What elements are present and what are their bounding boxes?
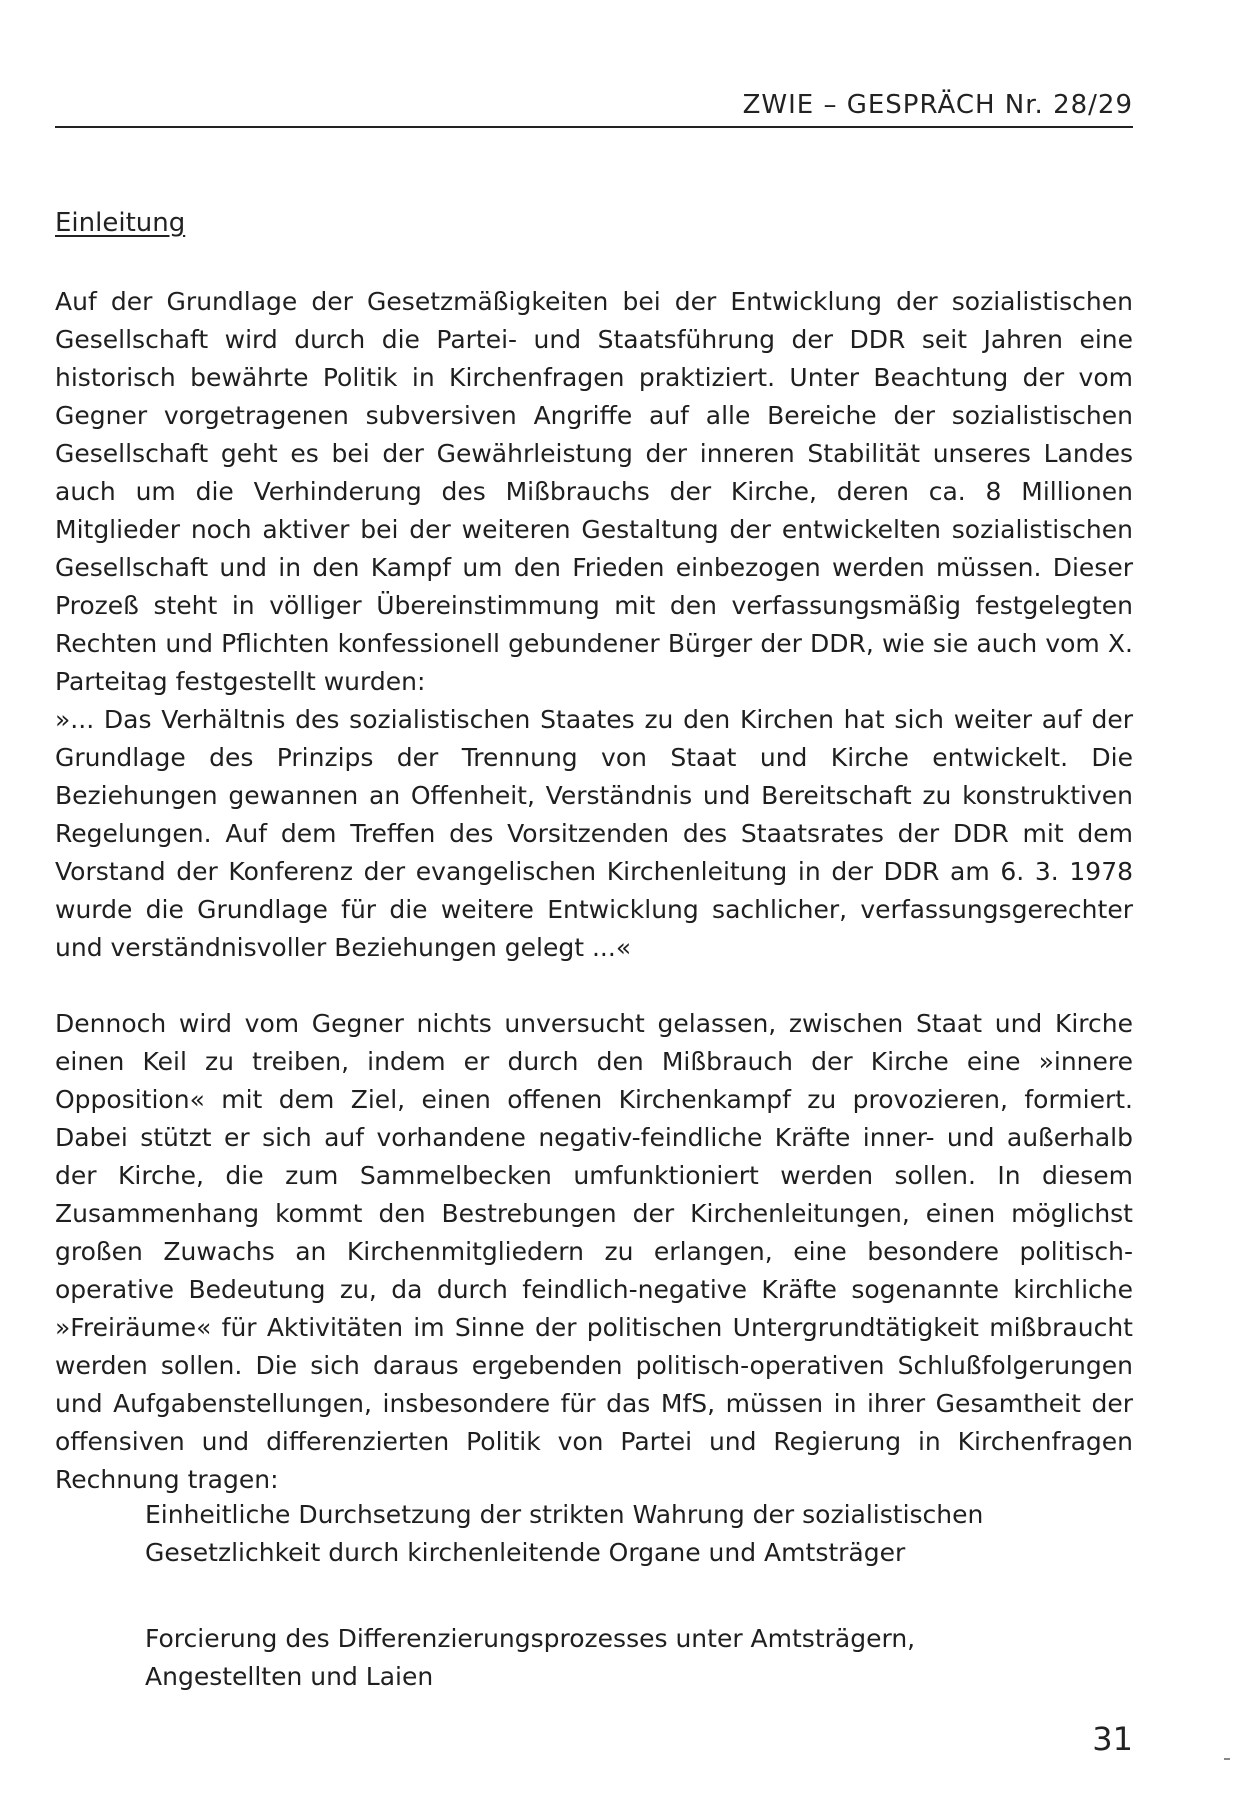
list-item: Einheitliche Durchsetzung der strikten Wahrung der sozialistischen Gesetzlichkeit durch kirchenleitende Organe und Amtsträger [145,1500,984,1567]
section-heading: Einleitung [55,208,186,238]
page-number: 31 [1092,1720,1133,1758]
header-title: ZWIE – GESPRÄCH Nr. 28/29 [742,90,1133,120]
list-item: Forcierung des Differenzierungsprozesses unter Amtsträgern, Angestellten und Laien [145,1624,916,1691]
paragraph-intro: Auf der Grundlage der Gesetzmäßigkeiten bei der Entwicklung der sozialistischen Gesellschaft wird durch die Partei- und Staatsführung der DDR seit Jahren eine historisch bewährte Politik in Kirchenfragen praktiziert. Unter Beachtung der vom Gegner vorgetragenen subversiven Angriffe auf alle Bereiche der sozialistischen Gesellschaft geht es bei der Gewährleistung der inneren Stabilität unseres Landes auch um die Verhinderung des Mißbrauchs der Kirche, deren ca. 8 Millionen Mitglieder noch aktiver bei der weiteren Gestaltung der entwickelten sozialistischen Gesellschaft und in den Kampf um den Frieden einbezogen werden müssen. Dieser Prozeß steht in völliger Übereinstimmung mit den verfassungsmäßig festgelegten Rechten und Pflichten konfessionell gebundener Bürger der DDR, wie sie auch vom X. Parteitag festgestellt wurden: [55,287,1133,696]
running-header [55,90,1133,130]
paragraph-quote: »... Das Verhältnis des sozialistischen Staates zu den Kirchen hat sich weiter auf der Grundlage des Prinzips der Trennung von Staat und Kirche entwickelt. Die Beziehungen gewannen an Offenheit, Verständnis und Bereitschaft zu konstruktiven Regelungen. Auf dem Treffen des Vorsitzenden des Staatsrates der DDR mit dem Vorstand der Konferenz der evangelischen Kirchenleitung in der DDR am 6. 3. 1978 wurde die Grundlage für die weitere Entwicklung sachlicher, verfassungsgerechter und verständnisvoller Beziehungen gelegt ...« [55,705,1133,962]
scan-mark [1224,1758,1230,1760]
header-rule [55,126,1133,128]
paragraph-main: Dennoch wird vom Gegner nichts unversucht gelassen, zwischen Staat und Kirche einen Keil zu treiben, indem er durch den Mißbrauch der Kirche eine »innere Opposition« mit dem Ziel, einen offenen Kirchenkampf zu provozieren, formiert. Dabei stützt er sich auf vorhandene negativ-feindliche Kräfte inner- und außerhalb der Kirche, die zum Sammelbecken umfunktioniert werden sollen. In diesem Zusammenhang kommt den Bestrebungen der Kirchenleitungen, einen möglichst großen Zuwachs an Kirchenmitgliedern zu erlangen, eine besondere politisch-operative Bedeutung zu, da durch feindlich-negative Kräfte sogenannte kirchliche »Freiräume« für Aktivitäten im Sinne der politischen Untergrundtätigkeit mißbraucht werden sollen. Die sich daraus ergebenden politisch-operativen Schlußfolgerungen und Aufgabenstellungen, insbesondere für das MfS, müssen in ihrer Gesamtheit der offensiven und differenzierten Politik von Partei und Regierung in Kirchenfragen Rechnung tragen: [55,1009,1133,1494]
